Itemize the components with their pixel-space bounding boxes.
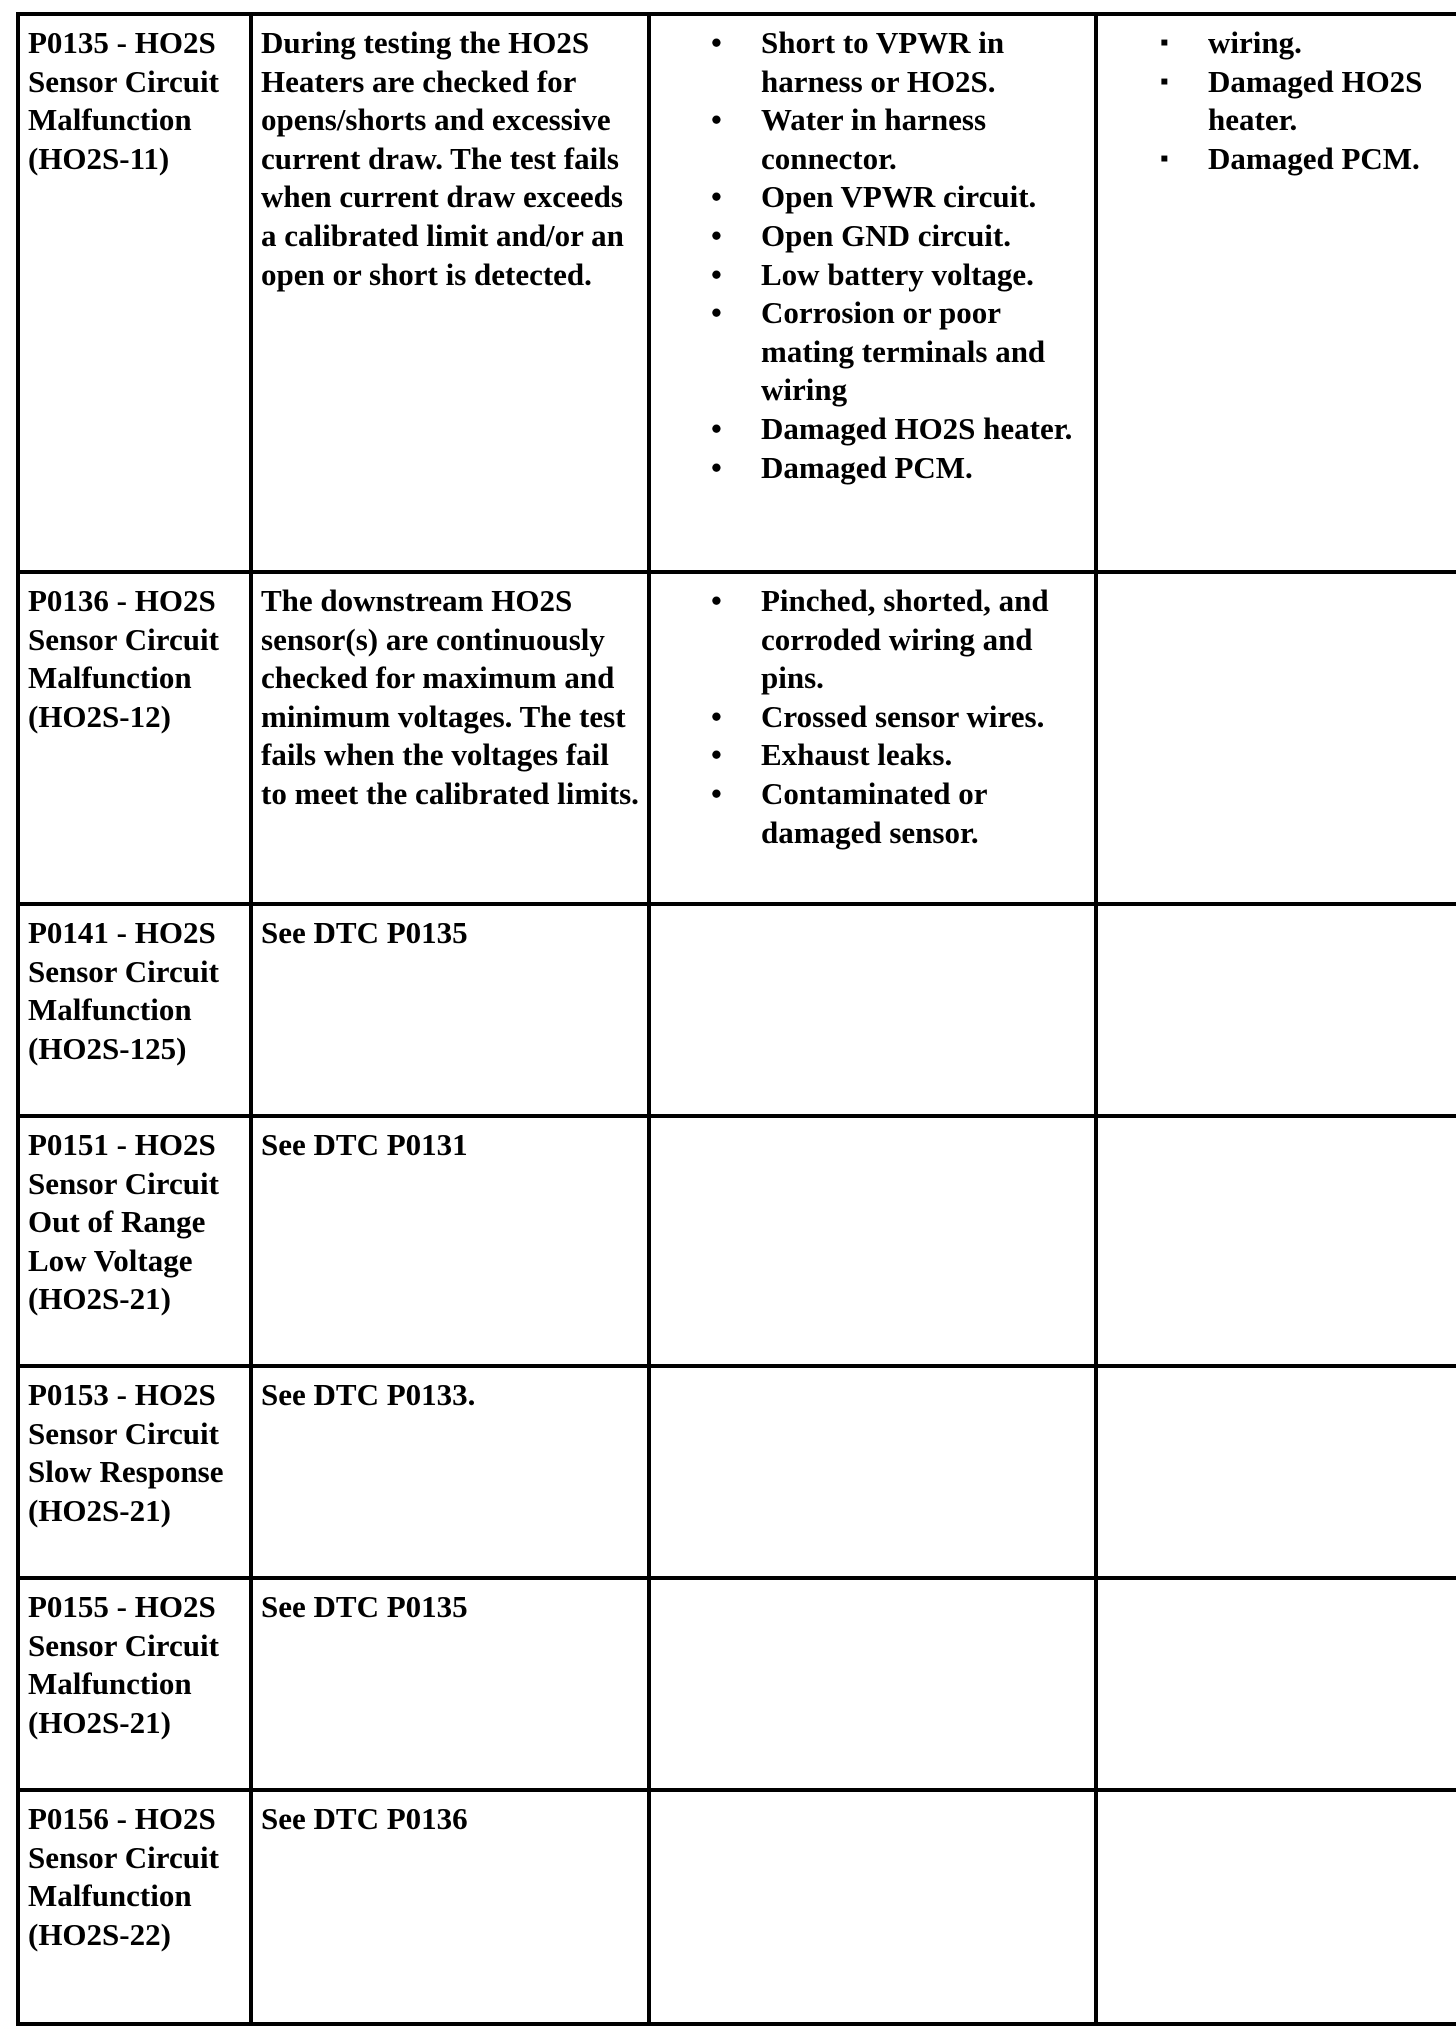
dtc-code-cell: P0136 - HO2S Sensor Circuit Malfunction (HO2S-12) [18, 572, 251, 904]
dtc-code-cell: P0151 - HO2S Sensor Circuit Out of Range Low Voltage (HO2S-21) [18, 1116, 251, 1366]
cause-text: Open GND circuit. [761, 217, 1011, 253]
possible-causes-cell [649, 1366, 1096, 1578]
cause-text: Damaged PCM. [761, 449, 973, 485]
list-item [1106, 24, 1456, 63]
possible-causes-list [659, 582, 1086, 852]
bullet-icon: • [711, 102, 722, 138]
cause-text: Exhaust leaks. [761, 737, 953, 773]
list-item [659, 410, 1086, 449]
cause-text: Short to VPWR in harness or HO2S. [761, 25, 1005, 99]
bullet-icon: • [711, 410, 722, 446]
bullet-icon: • [711, 295, 722, 331]
bullet-icon: • [711, 25, 722, 60]
cause-text: Corrosion or poor mating terminals and wiring [761, 295, 1046, 408]
bullet-icon: • [711, 737, 722, 773]
test-description-cell: See DTC P0135 [251, 904, 649, 1116]
bullet-icon: • [711, 775, 722, 811]
bullet-icon: • [711, 179, 722, 215]
notes-cell [1096, 1790, 1456, 2024]
dtc-code-cell: P0135 - HO2S Sensor Circuit Malfunction (HO2S-11) [18, 14, 251, 572]
bullet-icon: • [711, 449, 722, 485]
notes-cell [1096, 14, 1456, 572]
cause-text: Crossed sensor wires. [761, 698, 1045, 734]
possible-causes-cell [649, 1116, 1096, 1366]
notes-cell [1096, 1116, 1456, 1366]
list-item [1106, 140, 1456, 179]
list-item [1106, 63, 1456, 140]
bullet-icon: • [711, 217, 722, 253]
table-row [18, 1790, 1456, 2024]
bullet-icon: • [711, 583, 722, 618]
test-description-cell: See DTC P0135 [251, 1578, 649, 1790]
table-row [18, 572, 1456, 904]
list-item [659, 775, 1086, 852]
note-text: Damaged HO2S heater. [1208, 63, 1423, 138]
square-bullet-icon: ▪ [1160, 30, 1169, 56]
test-description-cell: See DTC P0131 [251, 1116, 649, 1366]
square-bullet-icon: ▪ [1160, 68, 1169, 95]
notes-cell [1096, 572, 1456, 904]
note-text: Damaged PCM. [1208, 140, 1420, 176]
list-item [659, 24, 1086, 101]
bullet-icon: • [711, 698, 722, 734]
list-item [659, 736, 1086, 775]
dtc-code-cell: P0153 - HO2S Sensor Circuit Slow Response (HO2S-21) [18, 1366, 251, 1578]
test-description-cell: The downstream HO2S sensor(s) are continuously checked for maximum and minimum voltages. The test fails when the voltages fail to meet the calibrated limits. [251, 572, 649, 904]
table-row [18, 1116, 1456, 1366]
list-item [659, 449, 1086, 488]
dtc-table [16, 12, 1456, 2026]
list-item [659, 101, 1086, 178]
square-bullet-icon: ▪ [1160, 145, 1169, 172]
possible-causes-list [659, 24, 1086, 487]
bullet-icon: • [711, 256, 722, 292]
notes-cell [1096, 1578, 1456, 1790]
possible-causes-cell [649, 572, 1096, 904]
notes-cell [1096, 904, 1456, 1116]
table-row [18, 1366, 1456, 1578]
possible-causes-cell [649, 1578, 1096, 1790]
cause-text: Water in harness connector. [761, 102, 987, 176]
notes-list [1106, 24, 1456, 178]
possible-causes-cell [649, 1790, 1096, 2024]
table-row [18, 904, 1456, 1116]
list-item [659, 582, 1086, 698]
cause-text: Damaged HO2S heater. [761, 410, 1073, 446]
test-description-cell: See DTC P0133. [251, 1366, 649, 1578]
list-item [659, 256, 1086, 295]
cause-text: Low battery voltage. [761, 256, 1034, 292]
list-item [659, 294, 1086, 410]
test-description-cell: See DTC P0136 [251, 1790, 649, 2024]
cause-text: Pinched, shorted, and corroded wiring and pins. [761, 583, 1049, 696]
note-text: wiring. [1208, 25, 1302, 60]
notes-cell [1096, 1366, 1456, 1578]
table-row [18, 14, 1456, 572]
cause-text: Open VPWR circuit. [761, 179, 1037, 215]
table-row [18, 1578, 1456, 1790]
possible-causes-cell [649, 14, 1096, 572]
cause-text: Contaminated or damaged sensor. [761, 775, 987, 850]
list-item [659, 178, 1086, 217]
dtc-code-cell: P0155 - HO2S Sensor Circuit Malfunction (HO2S-21) [18, 1578, 251, 1790]
test-description-cell: During testing the HO2S Heaters are checked for opens/shorts and excessive current draw. The test fails when current draw exceeds a calibrated limit and/or an open or short is detected. [251, 14, 649, 572]
dtc-code-cell: P0141 - HO2S Sensor Circuit Malfunction (HO2S-125) [18, 904, 251, 1116]
possible-causes-cell [649, 904, 1096, 1116]
list-item [659, 698, 1086, 737]
dtc-code-cell: P0156 - HO2S Sensor Circuit Malfunction (HO2S-22) [18, 1790, 251, 2024]
list-item [659, 217, 1086, 256]
